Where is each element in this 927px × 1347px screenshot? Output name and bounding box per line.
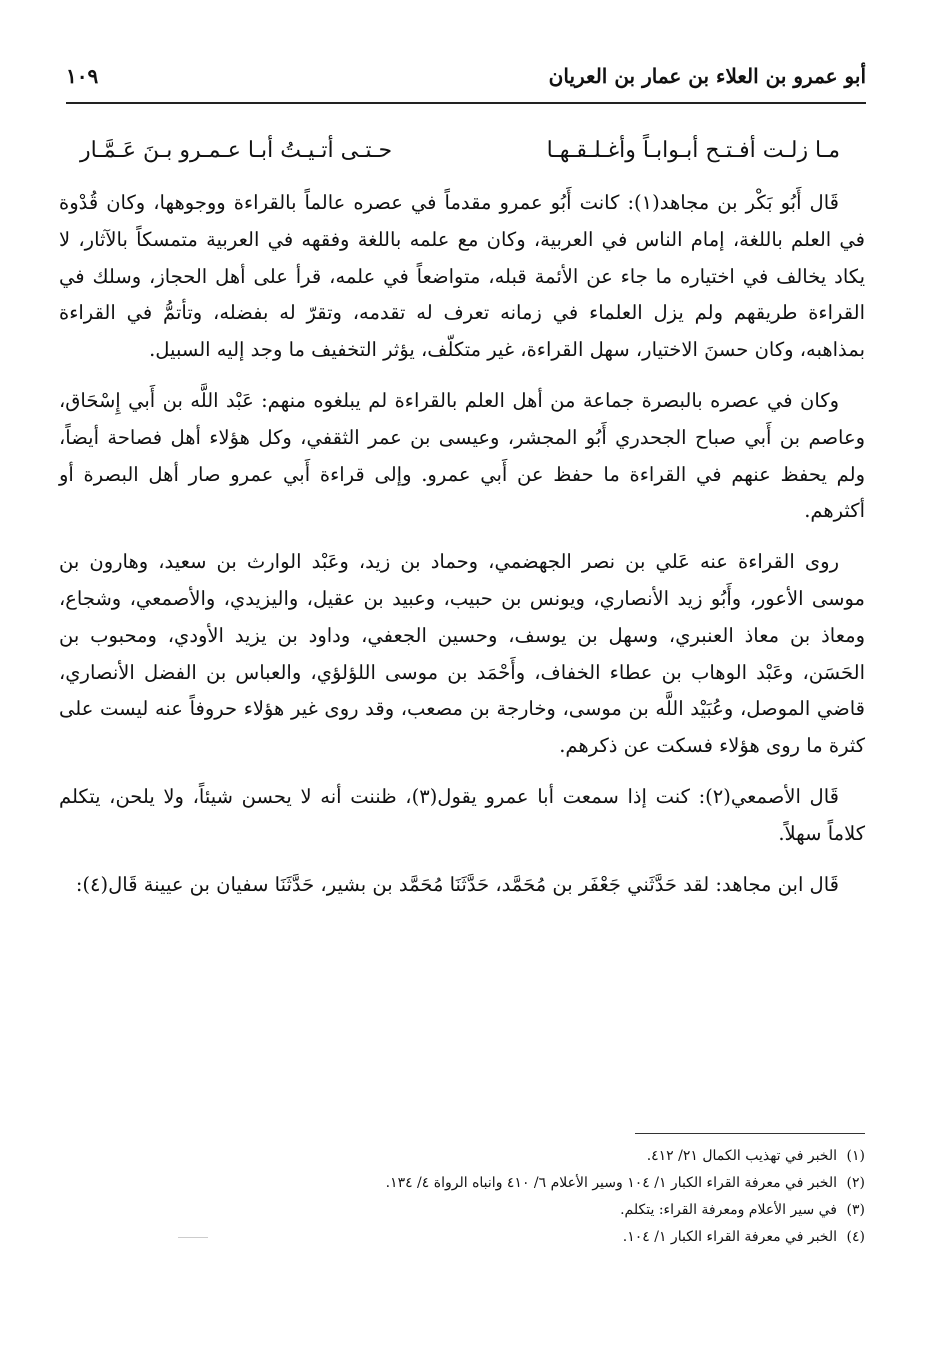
footnote <box>59 1170 865 1197</box>
footnote-text: في سير الأعلام ومعرفة القراء: يتكلم. <box>620 1202 837 1218</box>
running-title: أبو عمرو بن العلاء بن عمار بن العريان <box>548 64 866 88</box>
poetry-verse <box>80 138 840 178</box>
body-text <box>59 185 865 917</box>
paragraph: قَال أَبُو بَكْر بن مجاهد(١): كانت أَبُو عمرو مقدماً في عصره عالماً بالقراءة ووجوهها، وكان قُدْوة في العلم باللغة، إمام الناس في العربية، وكان مع علمه باللغة وفقهه في العربية متمسكاً بالآثار، لا يكاد يخالف في اختياره ما جاء عن الأئمة قبله، متواضعاً في علمه، قرأ على أهل الحجاز، وسلك في القراءة طريقهم ولم يزل العلماء في زمانه تعرف له تقدمه، وتقرّ له بفضله، وتأتمُّ في القراءة بمذاهبه، وكان حسنَ الاختيار، سهل القراءة، غير متكلّف، يؤثر التخفيف ما وجد إليه السبيل. <box>59 191 865 362</box>
footnote-number: (١) <box>846 1148 865 1164</box>
page-header <box>66 60 866 100</box>
paragraph: روى القراءة عنه عَلي بن نصر الجهضمي، وحماد بن زيد، وعَبْد الوارث بن سعيد، وهارون بن موسى الأعور، وأَبُو زيد الأنصاري، ويونس بن حبيب، وعبيد بن عقيل، واليزيدي، والأصمعي، وشجاع، ومعاذ بن معاذ العنبري، وسهل بن يوسف، وحسين الجعفي، وداود بن يزيد الأودي، ومحبوب بن الحَسَن، وعَبْد الوهاب بن عطاء الخفاف، وأَحْمَد بن موسى اللؤلؤي، والعباس بن الفضل الأنصاري، قاضي الموصل، وعُبَيْد اللَّه بن موسى، وخارجة بن مصعب، وقد روى غير هؤلاء حروفاً عنه ليست على كثرة ما روى هؤلاء فسكت عن ذكرهم. <box>59 550 865 758</box>
footnote-number: (٣) <box>846 1202 865 1218</box>
header-rule <box>66 102 866 104</box>
footnote-number: (٢) <box>846 1175 865 1191</box>
page-number: ١٠٩ <box>66 64 99 88</box>
footnote-separator <box>635 1133 865 1134</box>
verse-first-hemistich: مـا زلـت أفـتـح أبـوابـاً وأغـلـقـهـا <box>546 138 840 163</box>
paragraph: قَال ابن مجاهد: لقد حَدَّثَني جَعْفَر بن مُحَمَّد، حَدَّثَنَا مُحَمَّد بن بشير، حَدَّثَنَا سفيان بن عيينة قَال(٤): <box>75 872 839 896</box>
verse-second-hemistich: حـتـى أتـيـتُ أبـا عـمـرو بـنَ عَـمَّـار <box>80 138 393 163</box>
footnote <box>59 1143 865 1170</box>
footnote-text: الخبر في معرفة القراء الكبار ١/ ١٠٤. <box>622 1229 837 1245</box>
footnote <box>59 1197 865 1224</box>
footnote-text: الخبر في معرفة القراء الكبار ١/ ١٠٤ وسير الأعلام ٦/ ٤١٠ وانباه الرواة ٤/ ١٣٤. <box>385 1175 837 1191</box>
footnote-number: (٤) <box>846 1229 865 1245</box>
paragraph: قَال الأصمعي(٢): كنت إذا سمعت أبا عمرو يقول(٣)، ظننت أنه لا يحسن شيئاً، ولا يلحن، يتكلم كلاماً سهلاً. <box>59 784 865 845</box>
footnote-text: الخبر في تهذيب الكمال ٢١/ ٤١٢. <box>646 1148 837 1164</box>
paragraph: وكان في عصره بالبصرة جماعة من أهل العلم بالقراءة لم يبلغوه منهم: عَبْد اللَّه بن أَبي إِسْحَاق، وعاصم بن أَبي صباح الجحدري أَبُو المجشر، وعيسى بن عمر الثقفي، وكل هؤلاء أهل فصاحة أيضاً، ولم يحفظ عنهم في القراءة ما حفظ عن أَبي عمرو. وإلى قراءة أَبي عمرو صار أهل البصرة أو أكثرهم. <box>59 388 865 523</box>
scan-mark <box>178 1237 208 1238</box>
footnotes <box>59 1143 865 1251</box>
